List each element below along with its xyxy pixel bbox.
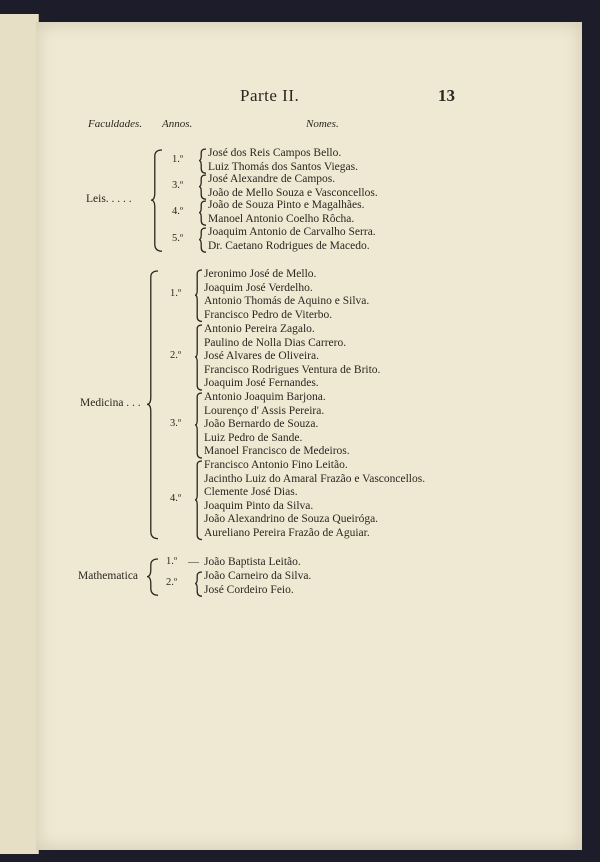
student-name: Jeronimo José de Mello. [204,268,317,280]
left-page-edge [0,14,39,854]
student-name: Aureliano Pereira Frazão de Aguiar. [204,527,370,539]
student-name: Antonio Joaquim Barjona. [204,391,326,403]
faculty-brace [146,270,160,541]
year-brace [194,392,204,460]
year-label: 2.º [166,576,178,588]
student-name: Paulino de Nolla Dias Carrero. [204,336,347,349]
page-title: Parte II. [240,86,300,105]
student-name: Joaquim Antonio de Carvalho Serra. [208,226,376,238]
year-brace [198,200,208,227]
student-name: Luiz Pedro de Sande. [204,431,303,444]
year-label: 1.º [172,153,184,165]
year-brace [194,269,204,323]
year-brace [194,460,204,542]
faculty-name: Medicina . . . [80,397,141,410]
year-label: 4.º [172,205,184,217]
faculty-name: Mathematica [78,569,139,582]
student-name: Francisco Antonio Fino Leitão. [204,459,348,471]
page-number: 13 [438,86,455,105]
year-brace [194,571,204,598]
student-name: João de Souza Pinto e Magalhães. [208,199,365,211]
student-name: Manoel Antonio Coelho Rôcha. [208,212,355,225]
student-name: João de Mello Souza e Vasconcellos. [208,186,378,199]
faculty-name: Leis. . . . . [86,193,132,206]
year-dash: — [188,556,199,568]
year-brace [194,324,204,392]
student-name: José Alvares de Oliveira. [204,350,319,363]
student-name: José Alexandre de Campos. [208,173,336,185]
year-label: 3.º [170,418,182,429]
student-name: Antonio Thomás de Aquino e Silva. [204,295,370,308]
student-name: Antonio Pereira Zagalo. [204,323,315,335]
student-name: Clemente José Dias. [204,486,298,499]
column-header-nomes: Nomes. [306,118,339,130]
student-name: Manoel Francisco de Medeiros. [204,445,350,458]
year-brace [198,174,208,201]
faculty-brace [150,149,164,253]
student-name: Joaquim José Fernandes. [204,377,319,390]
student-name: Joaquim Pinto da Silva. [204,499,314,512]
year-label: 3.º [172,179,184,191]
column-header-annos: Annos. [162,118,193,130]
student-name: João Alexandrino de Souza Queiróga. [204,513,379,526]
faculty-brace [146,558,160,597]
year-label: 1.º [166,555,178,567]
student-name: Francisco Pedro de Viterbo. [204,308,333,321]
student-name: Jacintho Luiz do Amaral Frazão e Vasconcellos. [204,472,426,485]
year-label: 4.º [170,492,182,504]
year-brace [198,148,208,175]
student-name: Lourenço d' Assis Pereira. [204,404,325,417]
student-name: João Carneiro da Silva. [204,570,312,582]
student-name: João Bernardo de Souza. [204,418,319,431]
student-name: Dr. Caetano Rodrigues de Macedo. [208,239,370,252]
student-name: Francisco Rodrigues Ventura de Brito. [204,363,381,376]
student-name: Luiz Thomás dos Santos Viegas. [208,160,358,173]
column-header-faculdades: Faculdades. [88,118,143,130]
student-name: Joaquim José Verdelho. [204,281,313,294]
year-label: 2.º [170,350,182,361]
student-name: José Cordeiro Feio. [204,583,294,596]
student-name: João Baptista Leitão. [204,556,301,568]
year-label: 5.º [172,232,184,244]
year-label: 1.º [170,288,182,300]
year-brace [198,227,208,254]
student-name: José dos Reis Campos Bello. [208,147,342,159]
